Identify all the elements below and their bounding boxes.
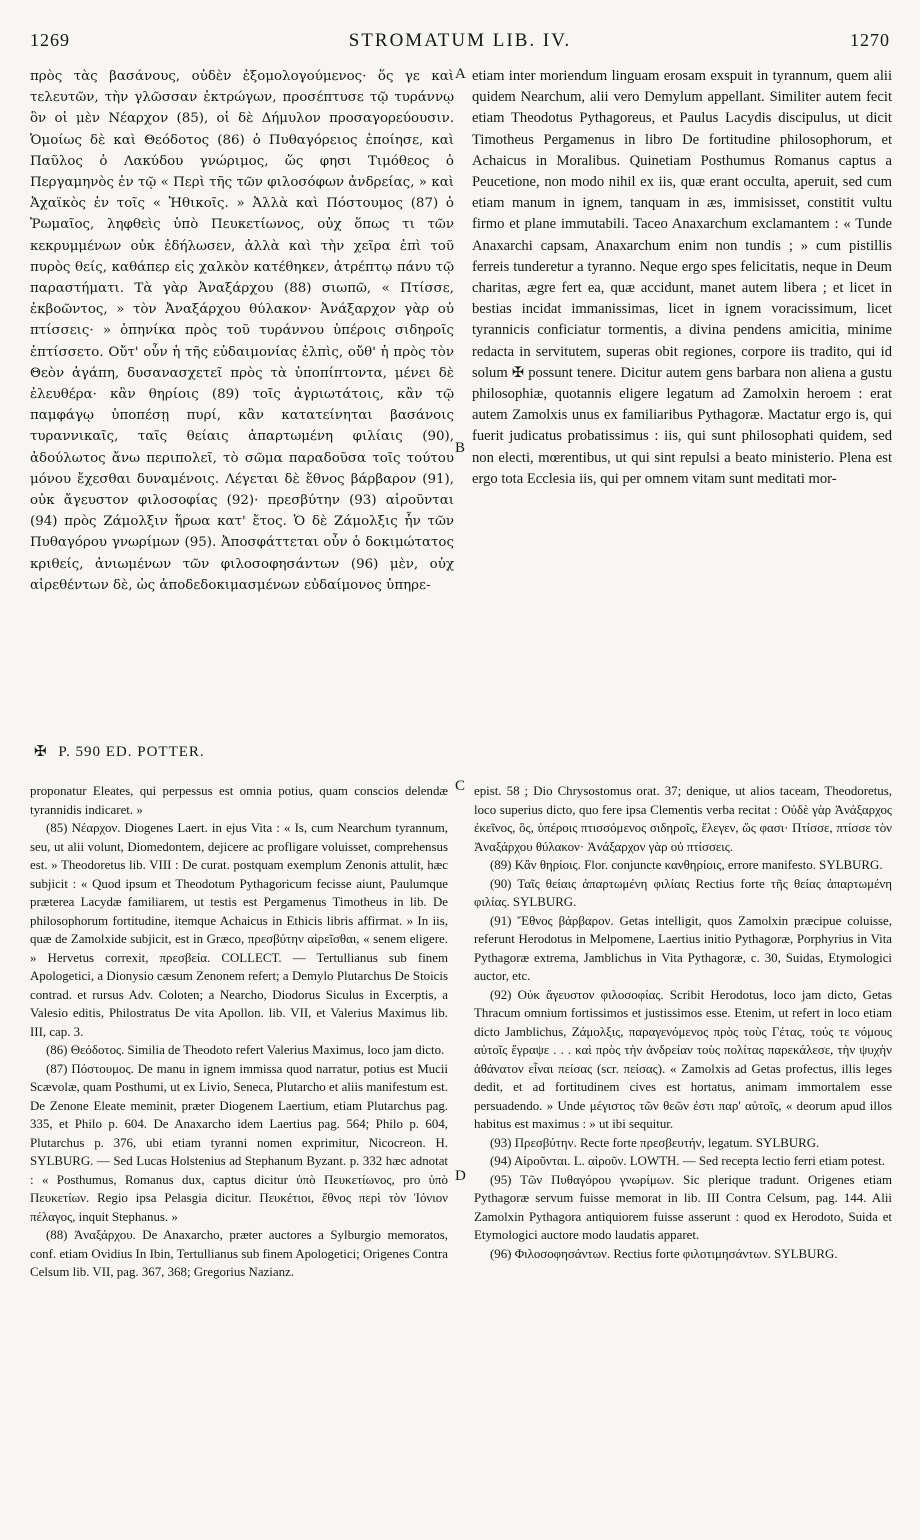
running-head — [30, 30, 890, 60]
note-paragraph: (91) Ἔθνος βάρβαρον. Getas intelligit, quos Zamolxin præcipue coluisse, referunt Herodotus in Melpomene, Laertius initio Pythagoræ, Porphyrius in Vita Pythagoræ extrema, Jamblichus in Vita Pythagoræ, c. 30, Suidas, Etymologici auctor, etc. — [474, 913, 892, 983]
notes-right-column — [474, 782, 892, 1263]
note-paragraph: (94) Αἱροῦνται. L. αἱροῦν. LOWTH. — Sed recepta lectio ferri etiam potest. — [490, 1154, 885, 1168]
note-paragraph: (89) Κἂν θηρίοις. Flor. conjuncte κανθηρίοις, errore manifesto. SYLBURG. — [490, 858, 883, 872]
maltese-cross-icon: ✠ — [34, 744, 48, 760]
note-paragraph: (93) Πρεσβύτην. Recte forte πρεσβευτήν, legatum. SYLBURG. — [490, 1135, 820, 1150]
right-page-number: 1270 — [850, 30, 890, 50]
note-paragraph: (85) Νέαρχον. Diogenes Laert. in ejus Vita : « Is, cum Nearchum tyrannum, seu, ut alii volunt, Diomedontem, dejicere ac profligare voluisset, comprehensus est. » Theodoretus lib. VIII : De curat. postquam exemplum Zenonis attulit, hæc subjicit : « Quod ipsum et Theodotum Pythagoricum fecisse aiunt, Paulumque præterea Lacydæ familiarem, ut testis est Pergamenus Timotheus in lib. De philosophorum fortitudine, itemque Achaicus in Ethicis libris affirmat. » In iis, quæ de Zamolxide subjicit, est in Græco, πρεσβύτην αἱρεῖσθαι, « senem eligere. » Hervetus correxit, πρεσβεία. COLLECT. — Tertullianus sub finem Apologetici, a Dionysio cæsum Zenonem refert; a Demylo Plutarchus De Stoicis contrad. et rursus Adv. Coloten; a Nearcho, Diodorus Siculus in Excerptis, a Valesio editis, Philostratus De vita Apollon. lib. VII, et Valerius Maximus lib. III, cap. 3. — [30, 821, 448, 1039]
latin-main-text: etiam inter moriendum linguam erosam exspuit in tyrannum, quem alii quidem Nearchum, alii vero Demylum appellant. Similiter autem fecit etiam Theodotus Pythagoreus, et Paulus Lacydis discipulus, ut dicit Timotheus Pergamenus in libro De fortitudine philosophorum, et Achaicus in Moralibus. Quinetiam Posthumus Romanus captus a Peucetione, non modo nihil ex iis, quæ erant occulta, aperuit, sed cum etiam manum in ignem, tanquam in æs, immisisset, constitit vultu firmo et plane immutabili. Taceo Anaxarchum exclamantem : « Tunde Anaxarchi capsam, Anaxarchum enim non tundis ; » cum pistillis ferreis tunderetur a tyranno. Neque ergo spes felicitatis, neque in Deum charitas, ægre fert ea, quæ accidunt, manet autem libera ; et licet in bestias incidat immanissimas, licet in ignem voracissimum, licet tyrannicis conficiatur tormentis, a divina pendens amicitia, minime redacta in servitutem, superas obit regiones, corpore iis tradito, qui id solum ✠ possunt tenere. Dicitur autem gens barbara non aliena a gustu philosophiæ, quotannis eligere legatum ad Zamolxin heroem : erat autem Zamolxis unus ex familiaribus Pythagoræ. Mactatur ergo is, qui fuerit judicatus probatissimus : iis, qui sunt philosophati quidem, sed non electi, mœrentibus, ut qui sint repulsi a beato ministerio. Plena est ergo tota Ecclesia iis, qui per omnem vitam sunt meditati mor- — [472, 68, 892, 487]
running-title: STROMATUM LIB. IV. — [348, 30, 572, 51]
note-paragraph: (95) Τῶν Πυθαγόρου γνωρίμων. Sic plerique tradunt. Origenes etiam Pythagoræ servum fuisse memorat in lib. III Contra Celsum, pag. 144. Alii Zamolxin Pythagora antiquiorem fuisse asserunt : quod ex Herodoto, Suida et Etymologici auctore modo laudatis apparet. — [474, 1172, 892, 1242]
left-page-number: 1269 — [30, 30, 70, 50]
margin-letter-c: C — [455, 778, 466, 794]
note-paragraph: (86) Θεόδοτος. Similia de Theodoto refert Valerius Maximus, loco jam dicto. — [46, 1043, 445, 1057]
margin-letter-a: A — [455, 66, 466, 82]
greek-main-text: πρὸς τὰς βασάνους, οὐδὲν ἐξομολογούμενος· ὅς γε καὶ τελευτῶν, τὴν γλῶσσαν ἐκτρώγων, προσέπτυσε τῷ τυράννῳ ὃν οἱ μὲν Νέαρχον (85), οἱ δὲ Δήμυλον προσαγορεύουσιν. Ὁμοίως δὲ καὶ Θεόδοτος (86) ὁ Πυθαγόρειος ἐποίησε, καὶ Παῦλος ὁ Λακύδου γνώριμος, ὥς φησι Τιμόθεος ὁ Περγαμηνὸς ἐν τῷ « Περὶ τῆς τῶν φιλοσόφων ἀνδρείας, » καὶ Ἀχαϊκὸς ἐν τοῖς « Ἠθικοῖς. » Ἀλλὰ καὶ Πόστουμος (87) ὁ Ῥωμαῖος, ληφθεὶς ὑπὸ Πευκετίωνος, οὐχ ὅπως τι τῶν κεκρυμμένων οὐκ ἐδήλωσεν, ἀλλὰ καὶ τὴν χεῖρα ἐπὶ τοῦ πυρὸς θείς, καθάπερ εἰς χαλκὸν κατέθηκεν, ἀτρέπτῳ πάνυ τῷ παραστήματι. Τὰ γὰρ Ἀναξάρχου (88) σιωπῶ, « Πτίσσε, ἐκβοῶντος, » τὸν Ἀναξάρχου θύλακον· Ἀνάξαρχον γὰρ οὐ πτίσσεις· » ὁπηνίκα πρὸς τοῦ τυράννου ὑπέροις σιδηροῖς ἐπτίσσετο. Οὔτ' οὖν ἡ τῆς εὐδαιμονίας ἐλπὶς, οὔθ' ἡ πρὸς τὸν Θεὸν ἀγάπη, δυσανασχετεῖ πρὸς τὰ ὑποπίπτοντα, μένει δὲ ἐλευθέρα· κἂν θηρίοις (89) τοῖς ἀγριωτάτοις, κἂν τῷ παμφάγῳ ὑποπέσῃ πυρί, κἂν κατατείνηται βασάνοις τυραννικαῖς, ταῖς θείαις ἀπαρτωμένη φιλίαις (90), ἀδούλωτος ἄνω περιπολεῖ, τὸ σῶμα παραδοῦσα τοῖς τούτου μόνου ἔχεσθαι δυναμένοις. Λέγεται δὲ ἔθνος βάρβαρον (91), οὐκ ἄγευστον φιλοσοφίας (92)· πρεσβύτην (93) αἱροῦνται (94) πρὸς Ζάμολξιν ἥρωα κατ' ἔτος. Ὁ δὲ Ζάμολξις ἦν τῶν Πυθαγόρου γνωρίμων (95). Ἀποσφάττεται οὖν ὁ δοκιμώτατος κριθείς, ἀνιωμένων τῶν φιλοσοφησάντων (96) μὲν, οὐχ αἱρεθέντων δὲ, ὡς ἀποδεδοκιμασμένων εὐδαίμονος ὑπηρε- — [30, 69, 454, 593]
note-paragraph: (88) Ἀναξάρχου. De Anaxarcho, præter auctores a Sylburgio memoratos, conf. etiam Ovidius In Ibin, Tertullianus sub finem Apologetici; Origenes Contra Celsum lib. VII, pag. 367, 368; Gregorius Nazianz. — [30, 1228, 448, 1279]
note-paragraph: proponatur Eleates, qui perpessus est omnia potius, quam conscios delendæ tyrannidis indicaret. » — [30, 784, 448, 817]
margin-letter-b: B — [455, 440, 466, 456]
note-paragraph: (96) Φιλοσοφησάντων. Rectius forte φιλοτιμησάντων. SYLBURG. — [490, 1246, 838, 1261]
note-paragraph: (90) Ταῖς θείαις ἀπαρτωμένη φιλίαις Rectius forte τῆς θείας ἀπαρτωμένη φιλίας. SYLBURG. — [474, 876, 892, 909]
notes-left-column — [30, 782, 448, 1282]
note-paragraph: (87) Πόστουμος. De manu in ignem immissa quod narratur, potius est Mucii Scævolæ, quam Posthumi, ut ex Livio, Seneca, Plutarcho et aliis manifestum est. De Zenone Eleate meminit, præter Diogenem Laertium, etiam Plutarchus pag. 335, et Philo p. 604. De Anaxarcho idem Laertius pag. 564; Philo p. 604, Plutarchus p. 376, ubi etiam tyranni nomen exprimitur, Nicocreon. H. SYLBURG. — Sed Lucas Holstenius ad Stephanum Byzant. p. 332 hæc adnotat : « Posthumus, Romanus dux, captus dicitur ὑπὸ Πευκετίωνος, pro ὑπὸ Πευκετίων. Regio ipsa Pelasgia dicitur. Πευκέτιοι, ἔθνος περὶ τὸν Ἰόνιον πέλαγος, inquit Stephanus. » — [30, 1061, 448, 1224]
note-paragraph: epist. 58 ; Dio Chrysostomus orat. 37; denique, ut alios taceam, Theodoretus, loco superius dicto, quo fere ipsa Clementis verba recitat : Οὐδὲ γὰρ Ἀνάξαρχος ἐκεῖνος, ὃς, ὑπέροις πτισσόμενος σιδηροῖς, ἔλεγεν, ὥς φασι· Πτίσσε, πτίσσε τὸν Ἀναξάρχου θύλακον· Ἀνάξαρχον γὰρ οὐ πτίσσεις. — [474, 784, 892, 854]
margin-letter-d: D — [455, 1168, 466, 1184]
note-paragraph: (92) Οὐκ ἄγευστον φιλοσοφίας. Scribit Herodotus, loco jam dicto, Getas Thracum omnium fortissimos et justissimos esse. Etenim, ut refert in loco etiam dicto Jamblichus, Ζάμολξις, παραγενόμενος πρὸς τοὺς Γέτας, τούς τε νόμους αὐτοῖς ἔγραψε . . . καὶ πρὸς τὴν ἀνδρείαν τοὺς πολίτας παρεκάλεσε, τὴν ψυχὴν ἀθάνατον εἶναι πείσας (scr. πείσας). « Zamolxis ad Getas profectus, illis leges dedit, et ad fortitudinem cives est hortatus, animam immortalem esse persuadendo. » Unde μέγιστος τῶν θεῶν ἐστι παρ' αὐτοῖς, « deorum apud illos habitus est maximus : » ut ibi sequitur. — [474, 987, 892, 1131]
potter-page-marker — [34, 742, 205, 761]
potter-page-reference: P. 590 ED. POTTER. — [58, 744, 205, 760]
